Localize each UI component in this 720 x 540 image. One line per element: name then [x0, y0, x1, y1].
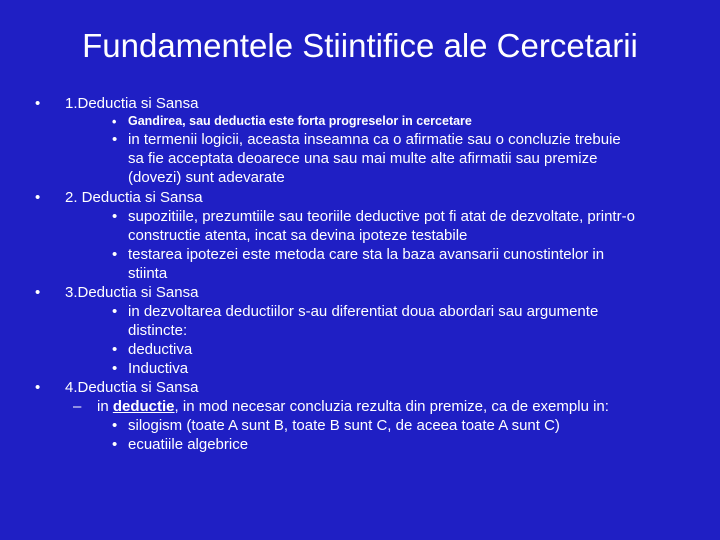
- item-3-sub-1-cont: distincte:: [128, 322, 188, 339]
- item-2-sub-2: testarea ipotezei este metoda care sta la baza avansarii cunostintelor in: [128, 246, 605, 263]
- dash-marker: –: [73, 398, 82, 415]
- bullet-marker: •: [35, 189, 41, 206]
- item-4-dash-post: , in mod necesar concluzia rezulta din premize, ca de exemplu in:: [174, 398, 609, 415]
- bullet-marker: •: [35, 379, 41, 396]
- sub-bullet-marker: •: [112, 131, 118, 148]
- item-heading-2: 2. Deductia si Sansa: [65, 189, 203, 206]
- item-1-sub-2-cont-1: sa fie acceptata deoarece una sau mai multe alte afirmatii sau premize: [128, 150, 598, 167]
- item-2-sub-2-cont: stiinta: [128, 265, 168, 282]
- sub-bullet-marker: •: [112, 208, 118, 225]
- item-2-sub-1: supozitiile, prezumtiile sau teoriile deductive pot fi atat de dezvoltate, printr-o: [128, 208, 635, 225]
- item-4-dash-pre: in: [97, 398, 113, 415]
- item-2-sub-1-cont: constructie atenta, incat sa devina ipoteze testabile: [128, 227, 468, 244]
- sub-bullet-marker: •: [112, 115, 117, 129]
- item-1-sub-2-cont-2: (dovezi) sunt adevarate: [128, 169, 285, 186]
- deductie-link[interactable]: deductie: [112, 398, 175, 415]
- item-heading-1: 1.Deductia si Sansa: [65, 95, 199, 112]
- item-1-sub-2: in termenii logicii, aceasta inseamna ca o afirmatie sau o concluzie trebuie: [128, 131, 621, 148]
- item-4-sub-2: ecuatiile algebrice: [128, 436, 249, 453]
- bullet-marker: •: [35, 95, 41, 112]
- sub-bullet-marker: •: [112, 246, 118, 263]
- item-3-sub-1: in dezvoltarea deductiilor s-au diferentiat doua abordari sau argumente: [128, 303, 599, 320]
- item-3-sub-3: Inductiva: [128, 360, 189, 377]
- sub-bullet-marker: •: [112, 436, 118, 453]
- sub-bullet-marker: •: [112, 417, 118, 434]
- item-heading-4: 4.Deductia si Sansa: [65, 379, 199, 396]
- item-heading-3: 3.Deductia si Sansa: [65, 284, 199, 301]
- sub-bullet-marker: •: [112, 341, 118, 358]
- sub-bullet-marker: •: [112, 303, 118, 320]
- sub-bullet-marker: •: [112, 360, 118, 377]
- item-1-sub-1: Gandirea, sau deductia este forta progreselor in cercetare: [128, 114, 472, 128]
- bullet-marker: •: [35, 284, 41, 301]
- item-4-sub-1: silogism (toate A sunt B, toate B sunt C, de aceea toate A sunt C): [128, 417, 560, 434]
- item-4-dash-line: [97, 397, 609, 416]
- slide-title: Fundamentele Stiintifice ale Cercetarii: [82, 27, 638, 64]
- item-3-sub-2: deductiva: [128, 341, 193, 358]
